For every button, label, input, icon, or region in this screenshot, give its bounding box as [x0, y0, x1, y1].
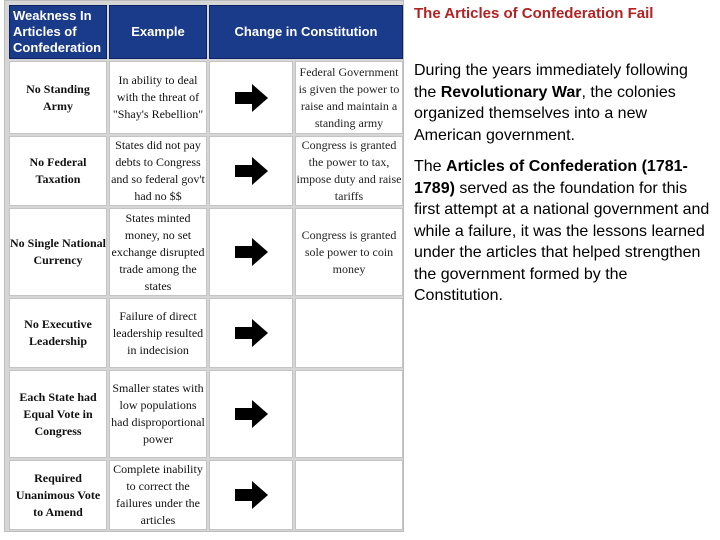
weakness-cell: No Single National Currency	[9, 208, 107, 296]
articles-text-start: The	[414, 158, 447, 175]
arrow-cell	[209, 298, 293, 368]
change-cell	[295, 298, 403, 368]
arrow-cell	[209, 136, 293, 206]
weakness-cell: No Federal Taxation	[9, 136, 107, 206]
example-cell: Smaller states with low populations had disproportional power	[109, 370, 207, 458]
table-header-row	[9, 5, 403, 59]
change-cell: Federal Government is given the power to raise and maintain a standing army	[295, 61, 403, 134]
intro-text-end: , the colonies organized themselves into a new American government.	[414, 83, 676, 144]
change-cell: Congress is granted the power to tax, impose duty and raise tariffs	[295, 136, 403, 206]
articles-text-end: served as the foundation for this first attempt at a national government and while a failure, it was the lessons learned under the articles that helped strengthen the government formed by the Constitution.	[414, 179, 710, 304]
right-arrow-icon	[233, 399, 269, 429]
example-cell: Failure of direct leadership resulted in indecision	[109, 298, 207, 368]
table-row	[9, 460, 403, 530]
table-row	[9, 298, 403, 368]
right-arrow-icon	[233, 83, 269, 113]
comparison-table-frame	[4, 0, 404, 532]
change-cell	[295, 460, 403, 530]
header-weakness: Weakness In Articles of Confederation	[9, 5, 107, 59]
header-change: Change in Constitution	[209, 5, 403, 59]
example-cell: States did not pay debts to Congress and so federal gov't had no $$	[109, 136, 207, 206]
paragraph-articles	[414, 156, 714, 307]
weakness-cell: Each State had Equal Vote in Congress	[9, 370, 107, 458]
header-example: Example	[109, 5, 207, 59]
right-arrow-icon	[233, 156, 269, 186]
change-cell	[295, 370, 403, 458]
example-cell: Complete inability to correct the failures under the articles	[109, 460, 207, 530]
example-cell: In ability to deal with the threat of "Shay's Rebellion"	[109, 61, 207, 134]
weakness-cell: No Executive Leadership	[9, 298, 107, 368]
change-cell: Congress is granted sole power to coin money	[295, 208, 403, 296]
articles-term: Articles of Confederation (1781-1789)	[414, 158, 688, 197]
table-row	[9, 370, 403, 458]
arrow-cell	[209, 208, 293, 296]
intro-text-start: During the years immediately following the	[414, 62, 688, 101]
revolutionary-war-term: Revolutionary War	[440, 83, 582, 101]
table-row	[9, 136, 403, 206]
table-row	[9, 208, 403, 296]
table-row	[9, 61, 403, 134]
paragraph-intro	[414, 60, 714, 146]
weakness-cell: Required Unanimous Vote to Amend	[9, 460, 107, 530]
arrow-cell	[209, 370, 293, 458]
arrow-cell	[209, 61, 293, 134]
example-cell: States minted money, no set exchange disrupted trade among the states	[109, 208, 207, 296]
comparison-table	[7, 3, 405, 532]
slide-title: The Articles of Confederation Fail	[414, 5, 654, 22]
weakness-cell: No Standing Army	[9, 61, 107, 134]
right-arrow-icon	[233, 480, 269, 510]
text-panel	[414, 2, 714, 307]
right-arrow-icon	[233, 237, 269, 267]
right-arrow-icon	[233, 318, 269, 348]
arrow-cell	[209, 460, 293, 530]
